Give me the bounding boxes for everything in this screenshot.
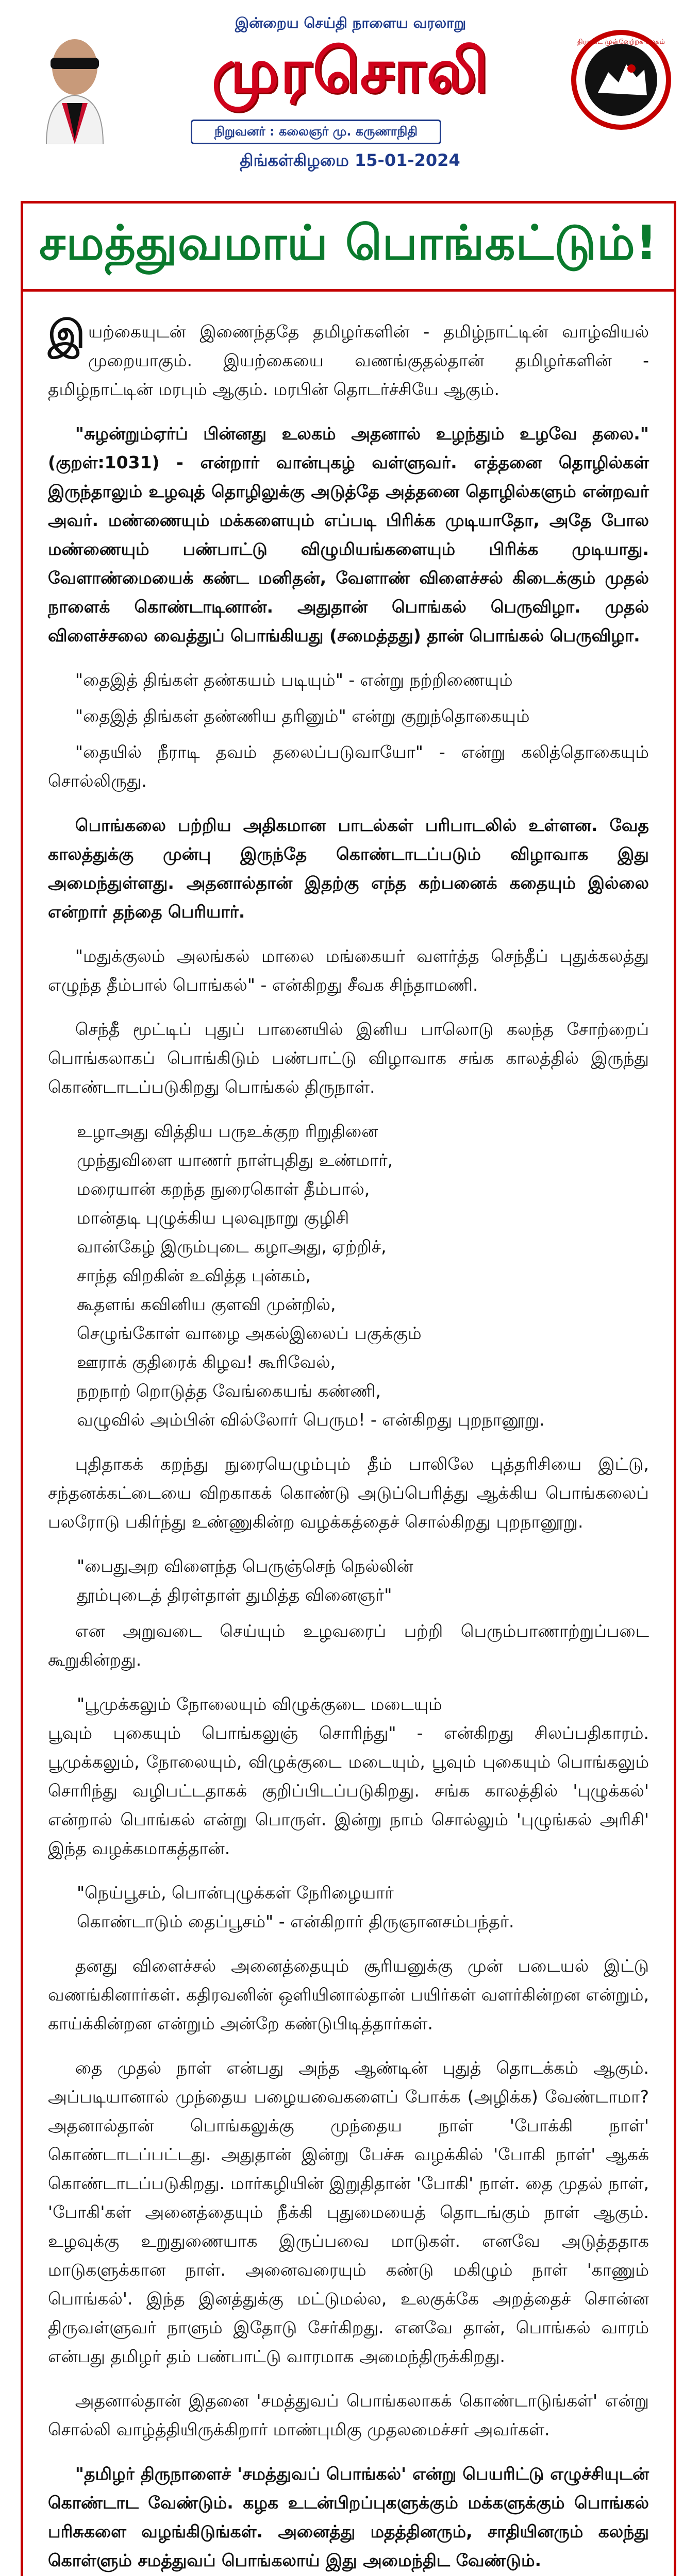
paragraph-cm-wish: அதனால்தான் இதனை 'சமத்துவப் பொங்கலாகக் கொண்டாடுங்கள்' என்று சொல்லி வாழ்த்தியிருக்கிறார் மாண்புமிகு முதலமைச்சர் அவர்கள். bbox=[48, 2391, 649, 2439]
party-emblem-icon bbox=[570, 28, 673, 131]
editorial-headline: சமத்துவமாய் பொங்கட்டும்! bbox=[39, 215, 658, 270]
verse-explanation: பூவும் புகையும் பொங்கலுஞ் சொரிந்து" - என்கிறது சிலப்பதிகாரம். பூமுக்கலும், நோலையும், விழுக்குடை மடையும், பூவும் புகையும் பொங்கலும் சொரிந்து வழிபட்டதாகக் குறிப்பிடப்படுகிறது. சங்க காலத்தில் 'புழுக்கல்' என்றால் பொங்கல் என்று பொருள். இன்று நாம் சொல்லும் 'புழுங்கல் அரிசி' இந்த வழக்கமாகத்தான். bbox=[48, 1723, 649, 1858]
quote-kalithogai: "தையில் நீராடி தவம் தலைப்படுவாயோ" - என்று கலித்தொகையும் சொல்லிருது. bbox=[48, 742, 649, 791]
paragraph-paripadal: பொங்கலை பற்றிய அதிகமான பாடல்கள் பரிபாடலில் உள்ளன. வேத காலத்துக்கு முன்பு இருந்தே கொண்டாடப்படும் விழாவாக இது அமைந்துள்ளது. அதனால்தான் இதற்கு எந்த கற்பனைக் கதையும் இல்லை என்றார் தந்தை பெரியார். bbox=[48, 815, 649, 922]
masthead-header bbox=[0, 0, 700, 201]
paragraph-bhogi: தை முதல் நாள் என்பது அந்த ஆண்டின் புதுத் தொடக்கம் ஆகும். அப்படியானால் முந்தைய பழையவைகளைப் போக்க (அழிக்க) வேண்டாமா? அதனால்தான் பொங்கலுக்கு முந்தைய நாள் 'போக்கி நாள்' கொண்டாடப்பட்டது. அதுதான் இன்று பேச்சு வழக்கில் 'போகி நாள்' ஆகக் கொண்டாடப்படுகிறது. மார்கழியின் இறுதிதான் 'போகி' நாள். தை முதல் நாள், 'போகி'கள் அனைத்தையும் நீக்கி புதுமையைத் தொடங்கும் நாள் ஆகும். உழவுக்கு உறுதுணையாக இருப்பவை மாடுகள். எனவே அடுத்ததாக மாடுகளுக்கான நாள். அனைவரையும் கண்டு மகிழும் நாள் 'காணும் பொங்கல்'. இந்த இனத்துக்கு மட்டுமல்ல, உலகுக்கே அறத்தைச் சொன்ன திருவள்ளுவர் நாளும் இதோடு சேர்கிறது. எனவே தான், பொங்கல் வாரம் என்பது தமிழர் தம் பண்பாட்டு வாரமாக அமைந்திருக்கிறது. bbox=[48, 2058, 649, 2366]
verse-line: சாந்த விறகின் உவித்த புன்கம், bbox=[77, 1265, 311, 1285]
verse-line: ஊராக் குதிரைக் கிழவ! கூரிவேல், bbox=[77, 1352, 336, 1372]
paragraph-purananuru-explain: புதிதாகக் கறந்து நுரையெழும்பும் தீம் பாலிலே புத்தரிசியை இட்டு, சந்தனக்கட்டையை விறகாகக் கொண்டு அடுப்பெரித்து ஆக்கிய பொங்கலைப் பலரோடு பகிர்ந்து உண்ணுகின்ற வழக்கத்தைச் சொல்கிறது புறநானூறு. bbox=[48, 1454, 649, 1532]
verse-line: மான்தடி புழுக்கிய புலவுநாறு குழிசி bbox=[77, 1208, 349, 1228]
verse-purananuru bbox=[48, 1117, 649, 1434]
quote-seevaga: "மதுக்குலம் அலங்கல் மாலை மங்கையர் வளர்த்த செந்தீப் புதுக்கலத்து எழுந்த தீம்பால் பொங்கல்" - என்கிறது சீவக சிந்தாமணி. bbox=[48, 946, 649, 995]
paragraph-sangam: செந்தீ மூட்டிப் புதுப் பானையில் இனிய பாலொடு கலந்த சோற்றைப் பொங்கலாகப் பொங்கிடும் பண்பாட்டு விழாவாக சங்க காலத்தில் இருந்து கொண்டாடப்படுகிறது பொங்கல் திருநாள். bbox=[48, 1019, 649, 1097]
verse-line: மரையான் கறந்த நுரைகொள் தீம்பால், bbox=[77, 1179, 370, 1199]
verse-silappathikaram bbox=[48, 1690, 649, 1863]
founder-label: நிறுவனர் : கலைஞர் மு. கருணாநிதி bbox=[191, 120, 441, 144]
newspaper-masthead: முரசொலி bbox=[211, 35, 490, 106]
verse-line: முந்துவிளை யாணர் நாள்புதிது உண்மார், bbox=[77, 1150, 393, 1170]
paragraph-intro: இயற்கையுடன் இணைந்ததே தமிழர்களின் - தமிழ்நாட்டின் வாழ்வியல் முறையாகும். இயற்கையை வணங்குதல்தான் தமிழர்களின் - தமிழ்நாட்டின் மரபும் ஆகும். மரபின் தொடர்ச்சியே ஆகும். bbox=[48, 312, 649, 399]
emblem-text: திராவிட முன்னேற்றக் கழகம் bbox=[577, 38, 665, 46]
verse-line: வான்கேழ் இரும்புடை கழாஅது, ஏற்றிச், bbox=[77, 1236, 387, 1257]
verse-perumpanarruppadai bbox=[48, 1552, 649, 1609]
issue-date: திங்கள்கிழமை 15-01-2024 bbox=[240, 150, 460, 170]
quote-natrinai: "தைஇத் திங்கள் தண்கயம் படியும்" - என்று நற்றிணையும் bbox=[75, 670, 513, 690]
paragraph-kural: "சுழன்றும்ஏர்ப் பின்னது உலகம் அதனால் உழந்தும் உழவே தலை." (குறள்:1031) - என்றார் வான்புகழ் வள்ளுவர். எத்தனை தொழில்கள் இருந்தாலும் உழவுத் தொழிலுக்கு அடுத்தே அத்தனை தொழில்களும் என்றவர் அவர். மண்ணையும் மக்களையும் எப்படி பிரிக்க முடியாதோ, அதே போல மண்ணையும் பண்பாட்டு விழுமியங்களையும் பிரிக்க முடியாது. வேளாண்மையைக் கண்ட மனிதன், வேளாண் விளைச்சல் கிடைக்கும் முதல் நாளைக் கொண்டாடினான். அதுதான் பொங்கல் பெருவிழா. முதல் விளைச்சலை வைத்துப் பொங்கியது (சமைத்தது) தான் பொங்கல் பெருவிழா. bbox=[48, 423, 649, 646]
quote-kurunthogai: "தைஇத் திங்கள் தண்ணிய தரினும்" என்று குறுந்தொகையும் bbox=[75, 706, 530, 726]
founder-portrait-icon bbox=[31, 26, 119, 144]
paragraph-harvest: என அறுவடை செய்யும் உழவரைப் பற்றி பெரும்பாணாற்றுப்படை கூறுகின்றது. bbox=[48, 1621, 649, 1670]
verse-line: "பூமுக்கலும் நோலையும் விழுக்குடை மடையும் bbox=[77, 1694, 442, 1714]
verse-sambandar bbox=[48, 1878, 649, 1936]
tagline: இன்றைய செய்தி நாளைய வரலாறு bbox=[235, 14, 466, 31]
drop-cap: இ bbox=[48, 312, 85, 357]
verse-line: உழாஅது வித்திய பருஉக்குற ரிறுதினை bbox=[77, 1121, 378, 1141]
verse-line: நறநாற் றொடுத்த வேங்கையங் கண்ணி, bbox=[77, 1381, 381, 1401]
verse-line: "பைதுஅற விளைந்த பெருஞ்செந் நெல்லின் bbox=[77, 1556, 413, 1576]
verse-line: வழுவில் அம்பின் வில்லோர் பெரும! - என்கிறது புறநானூறு. bbox=[77, 1410, 545, 1430]
editorial-headline-box bbox=[21, 201, 676, 292]
paragraph-cm-quote-1: "தமிழர் திருநாளைச் 'சமத்துவப் பொங்கல்' என்று பெயரிட்டு எழுச்சியுடன் கொண்டாட வேண்டும். கழக உடன்பிறப்புகளுக்கும் மக்களுக்கும் பொங்கல் பரிசுகளை வழங்கிடுங்கள். அனைத்து மதத்தினரும், சாதியினரும் கலந்து கொள்ளும் சமத்துவப் பொங்கலாய் இது அமைந்திட வேண்டும். bbox=[48, 2464, 649, 2570]
paragraph-sun-worship: தனது விளைச்சல் அனைத்தையும் சூரியனுக்கு முன் படையல் இட்டு வணங்கினார்கள். கதிரவனின் ஒளியினால்தான் பயிர்கள் வளர்கின்றன என்றும், காய்க்கின்றன என்றும் அன்றே கண்டுபிடித்தார்கள். bbox=[48, 1956, 649, 2033]
editorial-article bbox=[21, 292, 676, 2576]
verse-line: கூதளங் கவினிய குளவி முன்றில், bbox=[77, 1294, 336, 1314]
verse-line: தூம்புடைத் திரள்தாள் துமித்த வினைஞர்" bbox=[77, 1585, 392, 1605]
verse-line: கொண்டாடும் தைப்பூசம்" - என்கிறார் திருஞானசம்பந்தர். bbox=[77, 1911, 514, 1931]
verse-line: "நெய்பூசம், பொன்புழுக்கள் நேரிழையார் bbox=[77, 1883, 394, 1903]
verse-line: செழுங்கோள் வாழை அகல்இலைப் பகுக்கும் bbox=[77, 1323, 422, 1343]
